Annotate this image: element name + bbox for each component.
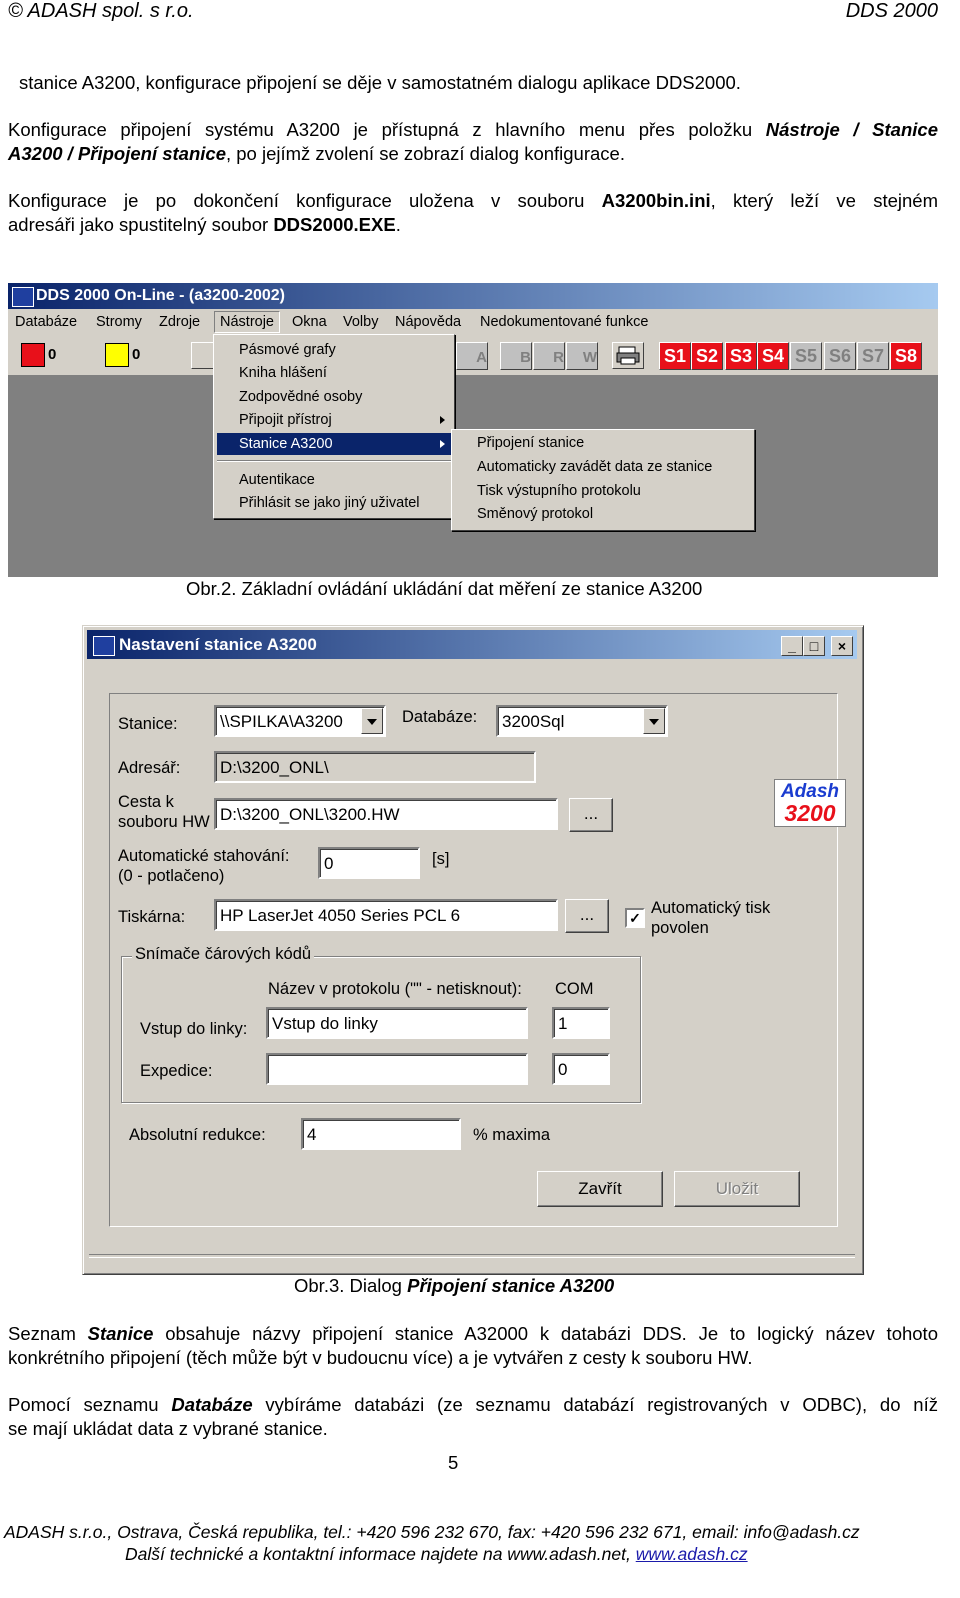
station-button-s8[interactable]: S8 [890,342,922,370]
station-button-s6[interactable]: S6 [824,342,856,370]
adresar-label: Adresář: [118,759,181,777]
redukce-label: Absolutní redukce: [129,1126,266,1144]
submenu-arrow-icon [440,440,445,448]
submenu-item-tisk-protokolu[interactable]: Tisk výstupního protokolu [477,483,641,499]
paragraph-1: stanice A3200, konfigurace připojení se děje v samostatném dialogu aplikace DDS2000. [19,72,741,93]
minimize-icon[interactable]: _ [781,636,803,656]
menu-item-kniha-hlaseni[interactable]: Kniha hlášení [239,365,327,381]
redukce-input[interactable]: 4 [301,1118,461,1150]
toolbar-button[interactable] [191,342,215,369]
caption-figure-3: Obr.3. Dialog Připojení stanice A3200 [294,1275,615,1296]
adresar-field: D:\3200_ONL\ [214,751,536,783]
station-button-s3[interactable]: S3 [725,342,757,370]
yellow-count: 0 [132,346,141,363]
adash-logo: Adash 3200 [774,779,846,827]
menu-item-zodpovedne-osoby[interactable]: Zodpovědné osoby [239,389,363,405]
menubar [8,309,938,335]
vstup-name-input[interactable]: Vstup do linky [266,1007,528,1039]
barcode-group [121,945,641,1103]
databaze-label: Databáze: [402,708,478,726]
group-title: Snímače čárových kódů [132,945,314,964]
station-submenu [451,429,755,531]
submenu-arrow-icon [440,416,445,424]
toolbar-button-w[interactable]: W [566,342,598,370]
dialog-app-icon [93,636,115,656]
databaze-select[interactable]: 3200Sql [496,705,668,737]
menu-zdroje[interactable]: Zdroje [159,314,201,330]
tiskarna-input[interactable]: HP LaserJet 4050 Series PCL 6 [214,899,558,931]
menu-item-autentikace[interactable]: Autentikace [239,472,315,488]
cesta-hw-input[interactable]: D:\3200_ONL\3200.HW [214,798,558,830]
dialog-titlebar [87,630,857,659]
tools-menu [213,334,455,519]
station-button-s7[interactable]: S7 [857,342,889,370]
app-titlebar [8,283,938,309]
vstup-label: Vstup do linky: [140,1020,248,1038]
paragraph-4: Seznam Stanice obsahuje názvy připojení stanice A32000 k databázi DDS. Je to logický název tohoto konkrétního připojení (těch může být v budoucnu více) a je vytvářen z cesty k souboru HW. [8,1323,938,1368]
dialog-title: Nastavení stanice A3200 [119,635,317,654]
maximize-icon[interactable]: □ [803,636,825,656]
menu-item-stanice-a3200[interactable]: Stanice A3200 [217,433,451,455]
save-button[interactable]: Uložit [674,1171,800,1207]
paragraph-2: Konfigurace připojení systému A3200 je přístupná z hlavního menu přes položku Nástroje / Stanice A3200 / Připojení stanice, po jejímž zvolení se zobrazí dialog konfigurace. [8,119,938,164]
station-button-s4[interactable]: S4 [757,342,789,370]
station-button-s5[interactable]: S5 [790,342,822,370]
expedice-name-input[interactable] [266,1053,528,1085]
menu-separator [217,460,451,462]
menu-napoveda[interactable]: Nápověda [395,314,462,330]
toolbar-button-b[interactable]: B [500,342,532,370]
browse-hw-button[interactable]: ... [569,798,613,832]
app-icon [12,287,34,307]
header-product: DDS 2000 [845,0,938,22]
printer-icon[interactable] [612,342,644,369]
station-button-s1[interactable]: S1 [659,342,691,370]
menu-item-pasmove-grafy[interactable]: Pásmové grafy [239,342,336,358]
paragraph-3: Konfigurace je po dokončení konfigurace uložena v souboru A3200bin.ini, který leží ve stejném adresáři jako spustitelný soubor DDS2000.EXE. [8,190,938,235]
toolbar-button-a[interactable]: A [456,342,488,370]
page-number: 5 [448,1452,459,1473]
caption-figure-2: Obr.2. Základní ovládání ukládání dat měření ze stanice A3200 [186,578,703,599]
yellow-indicator [105,343,129,367]
column-com-header: COM [555,980,594,998]
tiskarna-label: Tiskárna: [118,908,186,926]
submenu-item-smenovy-protokol[interactable]: Směnový protokol [477,506,594,522]
footer-link[interactable]: www.adash.cz [635,1544,748,1564]
autotisk-checkbox[interactable]: ✓ [625,908,645,928]
red-count: 0 [48,346,57,363]
footer-contact: ADASH s.r.o., Ostrava, Česká republika, tel.: +420 596 232 670, fax: +420 596 232 671, email: info@adash.cz [4,1522,860,1542]
vstup-com-input[interactable]: 1 [552,1007,610,1039]
red-indicator [21,343,45,367]
column-name-header: Název v protokolu ("" - netisknout): [268,980,522,998]
submenu-item-pripojeni-stanice[interactable]: Připojení stanice [477,435,585,451]
menu-nedokumentovane[interactable]: Nedokumentované funkce [480,314,649,330]
seconds-unit-label: [s] [432,850,450,868]
app-title: DDS 2000 On-Line - (a3200-2002) [36,287,285,304]
autotisk-label: Automatický tisk povolen [651,899,771,937]
dialog-bottom-divider [89,1254,855,1258]
menu-item-pripojit-pristroj[interactable]: Připojit přístroj [217,409,451,431]
station-button-s2[interactable]: S2 [691,342,723,370]
menu-okna[interactable]: Okna [292,314,327,330]
expedice-label: Expedice: [140,1062,213,1080]
stanice-select[interactable]: \\SPILKA\A3200 [214,705,386,737]
menu-databaze[interactable]: Databáze [15,314,78,330]
submenu-item-automaticky-zavadet[interactable]: Automaticky zavádět data ze stanice [477,459,713,475]
settings-dialog [82,625,864,1275]
footer-info: Další technické a kontaktní informace najdete na www.adash.net, www.adash.cz [125,1544,748,1564]
cesta-label: Cesta k souboru HW [118,793,210,831]
browse-printer-button[interactable]: ... [565,899,609,933]
close-icon[interactable]: × [831,636,853,656]
auto-stahovani-label: Automatické stahování: (0 - potlačeno) [118,847,290,885]
redukce-unit-label: % maxima [473,1126,551,1144]
stanice-label: Stanice: [118,715,178,733]
chevron-down-icon[interactable] [643,708,665,734]
header-copyright: © ADASH spol. s r.o. [8,0,194,22]
menu-stromy[interactable]: Stromy [96,314,142,330]
expedice-com-input[interactable]: 0 [552,1053,610,1085]
auto-stahovani-input[interactable]: 0 [318,847,420,879]
menu-volby[interactable]: Volby [343,314,379,330]
menu-nastroje[interactable]: Nástroje [214,311,280,333]
chevron-down-icon[interactable] [361,708,383,734]
toolbar [8,335,938,376]
close-button[interactable]: Zavřít [537,1171,663,1207]
toolbar-button-r[interactable]: R [533,342,565,370]
paragraph-5: Pomocí seznamu Databáze vybíráme databázi (ze seznamu databází registrovaných v ODBC), do níž se mají ukládat data z vybrané stanice. [8,1394,938,1439]
menu-item-prihlasit[interactable]: Přihlásit se jako jiný uživatel [239,495,420,511]
app-screenshot [8,283,938,577]
